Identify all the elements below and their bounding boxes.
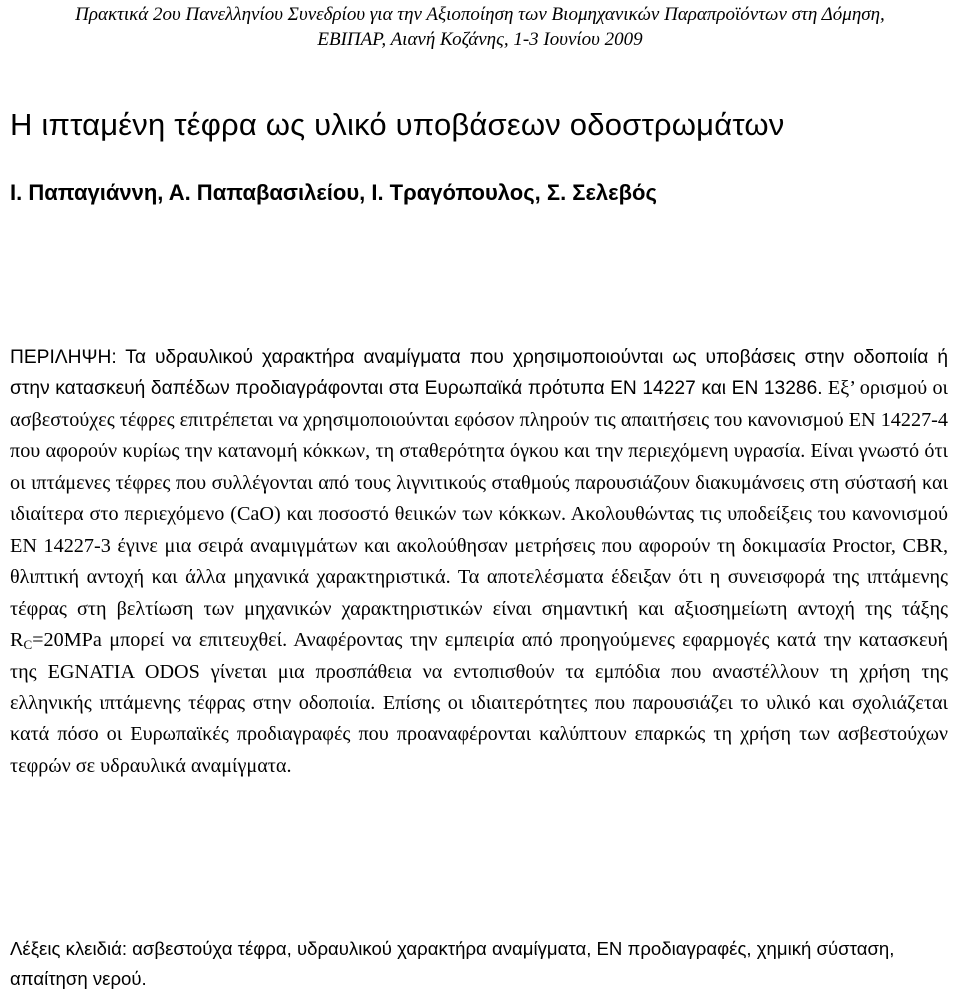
running-header — [0, 2, 960, 52]
running-header-line-1: Πρακτικά 2ου Πανελληνίου Συνεδρίου για την Αξιοποίηση των Βιομηχανικών Παραπροϊόντων στη Δόμηση, — [75, 4, 885, 25]
paper-title: Η ιπταμένη τέφρα ως υλικό υποβάσεων οδοστρωμάτων — [10, 107, 785, 142]
abstract-lead: ΠΕΡΙΛΗΨΗ: Τα υδραυλικού χαρακτήρα αναμίγματα που χρησιμοποιούνται ως υποβάσεις στην οδοποιία ή στην κατασκευή δαπέδων προδιαγράφονται στα Ευρωπαϊκά πρότυπα EN 14227 και EN 13286. — [10, 347, 948, 400]
abstract-body-part-1: Εξ’ ορισμού οι ασβεστούχες τέφρες επιτρέπεται να χρησιμοποιούνται εφόσον πληρούν τις απαιτήσεις του κανονισμού ΕΝ 14227-4 που αφορούν κυρίως την κατανομή κόκκων, τη σταθερότητα όγκου και την περιεχόμενη υγρασία. Είναι γνωστό ότι οι ιπτάμενες τέφρες που συλλέγονται από τους λιγνιτικούς σταθμούς παρουσιάζουν διακυμάνσεις στη σύστασή και ιδιαίτερα στο περιεχόμενο (CaO) και ποσοστό θειικών των κόκκων. Ακολουθώντας τις υποδείξεις του κανονισμού ΕΝ 14227-3 έγινε μια σειρά αναμιγμάτων και ακολούθησαν μετρήσεις που αφορούν τη δοκιμασία Proctor, CBR, θλιπτική αντοχή και άλλα μηχανικά χαρακτηριστικά. Τα αποτελέσματα έδειξαν ότι η συνεισφορά της ιπτάμενης τέφρας στη βελτίωση των μηχανικών χαρακτηριστικών είναι σημαντική και αξιοσημείωτη αντοχή της τάξης R — [10, 377, 948, 652]
running-header-line-2: ΕΒΙΠΑΡ, Αιανή Κοζάνης, 1-3 Ιουνίου 2009 — [317, 29, 643, 50]
abstract-body-part-2: =20MPa μπορεί να επιτευχθεί. Αναφέροντας την εμπειρία από προηγούμενες εφαρμογές κατά την κατασκευή της EGNATIA ODOS γίνεται μια προσπάθεια να εντοπισθούν τα εμπόδια που αναστέλλουν τη χρήση της ελληνικής ιπτάμενης τέφρας στην οδοποιία. Επίσης οι ιδιαιτερότητες που παρουσιάζει το υλικό και σχολιάζεται κατά πόσο οι Ευρωπαϊκές προδιαγραφές που προαναφέρονται καλύπτουν επαρκώς τη χρήση των ασβεστούχων τεφρών σε υδραυλικά αναμίγματα. — [10, 629, 948, 777]
paper-authors: Ι. Παπαγιάννη, Α. Παπαβασιλείου, Ι. Τραγόπουλος, Σ. Σελεβός — [10, 180, 657, 205]
rc-subscript: C — [23, 637, 33, 653]
abstract — [10, 342, 948, 782]
keywords: Λέξεις κλειδιά: ασβεστούχα τέφρα, υδραυλικού χαρακτήρα αναμίγματα, ΕΝ προδιαγραφές, χημική σύσταση, απαίτηση νερού. — [10, 938, 895, 989]
